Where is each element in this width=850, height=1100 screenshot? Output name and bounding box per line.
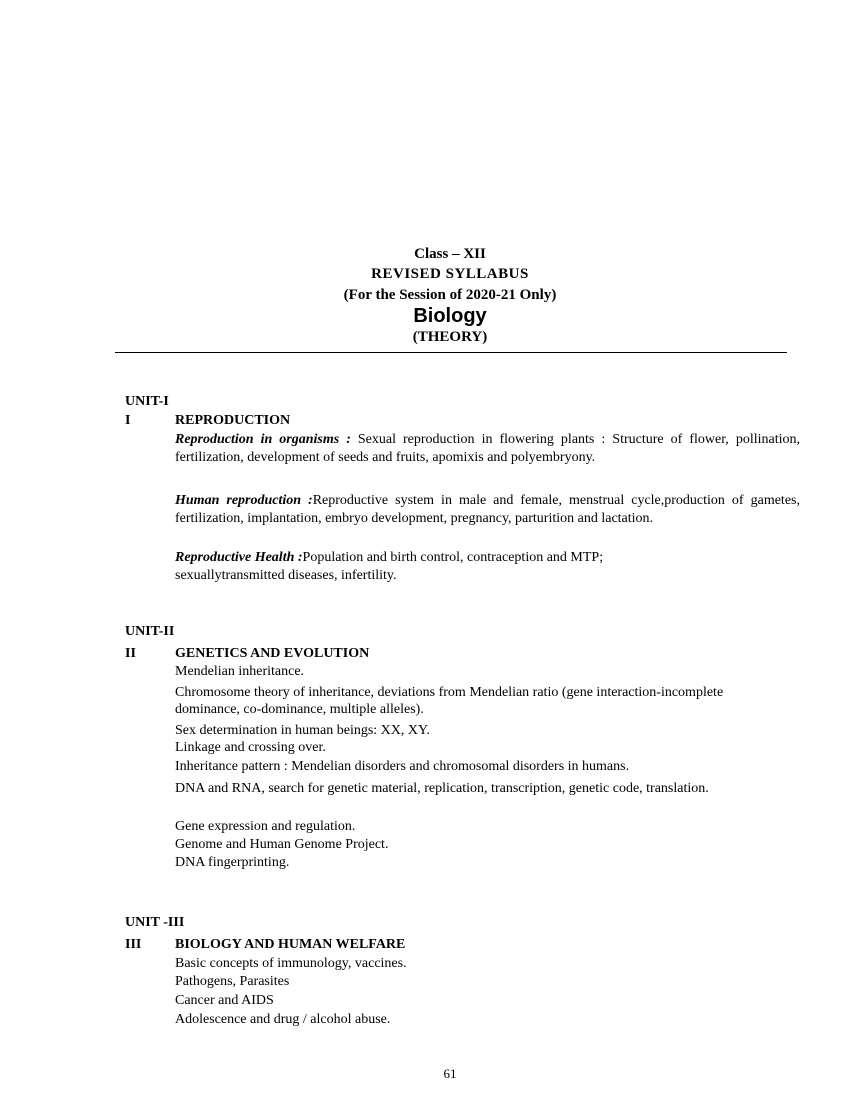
list-item: Pathogens, Parasites xyxy=(175,974,290,989)
unit-2-label: UNIT-II xyxy=(125,624,175,639)
list-item: Linkage and crossing over. xyxy=(175,740,326,755)
paragraph-lead: Reproduction in organisms : xyxy=(175,432,351,447)
paragraph-lead: Human reproduction : xyxy=(175,493,313,508)
list-item: Mendelian inheritance. xyxy=(175,664,305,679)
unit-1-label: UNIT-I xyxy=(125,394,169,409)
list-item: Chromosome theory of inheritance, deviations from Mendelian ratio (gene interaction-incomplete dominance, co-dominance, multiple alleles). xyxy=(175,685,724,717)
subject-title: Biology xyxy=(413,305,487,327)
paragraph-text: Reproductive system in male and female, menstrual cycle,production of gametes, fertilization, implantation, embryo development, pregnancy, parturition and lactation. xyxy=(175,493,800,526)
theory-label: (THEORY) xyxy=(412,329,488,345)
list-item: Adolescence and drug / alcohol abuse. xyxy=(175,1012,391,1027)
list-item: Genome and Human Genome Project. xyxy=(175,837,389,852)
list-item: Gene expression and regulation. xyxy=(175,819,356,834)
unit-3-label: UNIT -III xyxy=(125,915,185,930)
list-item: Sex determination in human beings: XX, XY. xyxy=(175,723,430,738)
paragraph-text: Sexual reproduction in flowering plants : Structure of flower, pollination, fertilization, development of seeds and fruits, apomixis and polyembryony. xyxy=(175,432,800,465)
unit-1-roman: I xyxy=(125,413,131,428)
unit-2-roman: II xyxy=(125,646,136,661)
paragraph-text: Population and birth control, contraception and MTP; sexuallytransmitted diseases, infertility. xyxy=(175,550,604,583)
unit-3-roman: III xyxy=(125,937,142,952)
unit-1-title: REPRODUCTION xyxy=(175,413,291,428)
revised-syllabus-heading: REVISED SYLLABUS xyxy=(371,266,529,282)
header-divider xyxy=(115,352,787,353)
session-note: (For the Session of 2020-21 Only) xyxy=(343,287,557,303)
list-item: Inheritance pattern : Mendelian disorders and chromosomal disorders in humans. xyxy=(175,759,630,774)
list-item: Basic concepts of immunology, vaccines. xyxy=(175,956,407,971)
page-number: 61 xyxy=(443,1066,457,1081)
list-item: DNA fingerprinting. xyxy=(175,855,290,870)
paragraph-lead: Reproductive Health : xyxy=(175,550,303,565)
unit-1-paragraph xyxy=(175,492,800,527)
unit-1-paragraph xyxy=(175,431,800,467)
list-item: Cancer and AIDS xyxy=(175,993,274,1008)
unit-2-title: GENETICS AND EVOLUTION xyxy=(175,646,370,661)
list-item: DNA and RNA, search for genetic material, replication, transcription, genetic code, translation. xyxy=(175,781,709,796)
unit-1-paragraph xyxy=(175,549,715,585)
class-line: Class – XII xyxy=(414,246,486,262)
unit-3-title: BIOLOGY AND HUMAN WELFARE xyxy=(175,937,406,952)
